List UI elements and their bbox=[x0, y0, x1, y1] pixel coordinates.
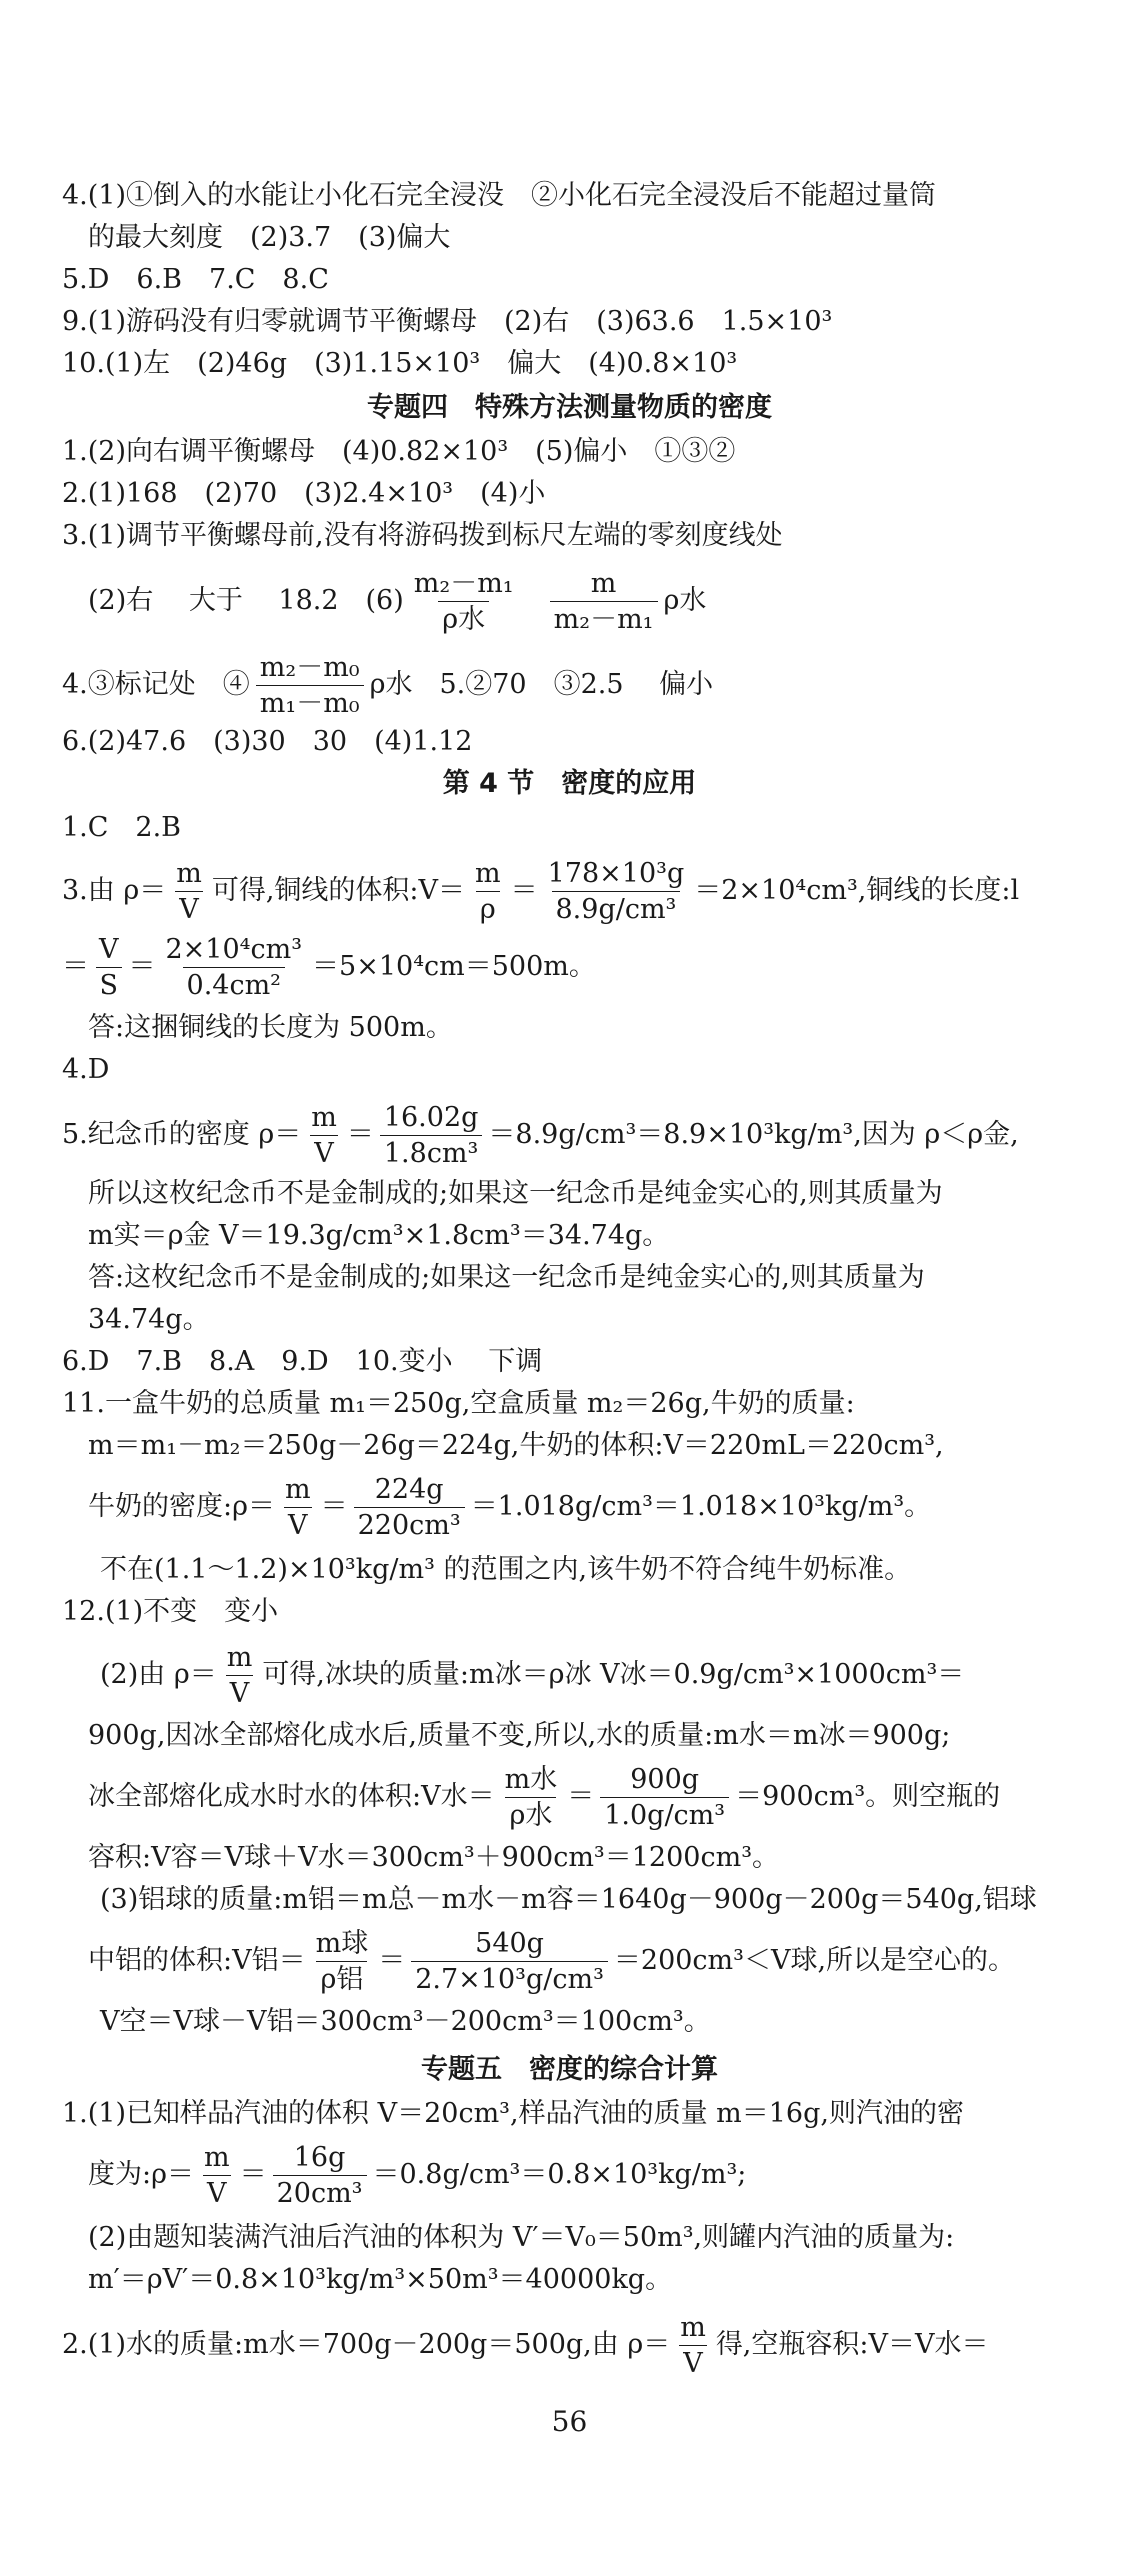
section-heading: 第 4 节 密度的应用 bbox=[442, 768, 697, 799]
text-line: m′＝ρV′＝0.8×10³kg/m³×50m³＝40000kg。 bbox=[88, 2264, 673, 2295]
text-line: 6.(2)47.6 (3)30 30 (4)1.12 bbox=[62, 726, 473, 757]
formula-line: 3.由 ρ＝ $\frac{m}{V}$ 可得,铜线的体积:V＝ $\frac{m}{\rho}$ ＝ $\frac{\text{178×10³g}}{\text{8.9g/cm³}}$ ＝2×10⁴cm³,铜线的长度:l bbox=[62, 858, 1020, 926]
formula-line: 度为:ρ＝ $\frac{m}{V}$ ＝ $\frac{16g}{\text{20cm³}}$ ＝0.8g/cm³＝0.8×10³kg/m³; bbox=[88, 2142, 747, 2210]
text-line: m实＝ρ金 V＝19.3g/cm³×1.8cm³＝34.74g。 bbox=[88, 1220, 670, 1251]
text-line: 5.D 6.B 7.C 8.C bbox=[62, 264, 329, 295]
fraction: $\frac{\text{178×10³g}}{\text{8.9g/cm³}}$ bbox=[547, 858, 685, 926]
text-line: 4.(1)①倒入的水能让小化石完全浸没 ②小化石完全浸没后不能超过量筒 bbox=[62, 180, 937, 211]
formula-line: 2.(1)水的质量:m水＝700g－200g＝500g,由 ρ＝ $\frac{m}{V}$ 得,空瓶容积:V＝V水＝ bbox=[62, 2312, 989, 2380]
text-line: 3.(1)调节平衡螺母前,没有将游码拨到标尺左端的零刻度线处 bbox=[62, 520, 783, 551]
text-line: 1.C 2.B bbox=[62, 812, 182, 843]
text-line: V空＝V球－V铝＝300cm³－200cm³＝100cm³。 bbox=[100, 2006, 711, 2037]
formula-line: (2)由 ρ＝ $\frac{m}{V}$ 可得,冰块的质量:m冰＝ρ冰 V冰＝0.9g/cm³×1000cm³＝ bbox=[100, 1642, 965, 1710]
text-line: 2.(1)168 (2)70 (3)2.4×10³ (4)小 bbox=[62, 478, 546, 509]
text-line: 答:这捆铜线的长度为 500m。 bbox=[88, 1012, 453, 1043]
text-line: 4.D bbox=[62, 1054, 110, 1085]
fraction: $\frac{900g}{\text{1.0g/cm³}}$ bbox=[600, 1764, 729, 1831]
text-line: 1.(2)向右调平衡螺母 (4)0.82×10³ (5)偏小 ①③② bbox=[62, 436, 736, 467]
text-line: 不在(1.1～1.2)×10³kg/m³ 的范围之内,该牛奶不符合纯牛奶标准。 bbox=[100, 1554, 912, 1585]
fraction: $\frac{m}{V}$ bbox=[284, 1474, 311, 1542]
fraction: $\frac{m}{V}$ bbox=[226, 1642, 253, 1710]
section-heading: 专题五 密度的综合计算 bbox=[421, 2054, 718, 2085]
text-line: 900g,因冰全部熔化成水后,质量不变,所以,水的质量:m水＝m冰＝900g; bbox=[88, 1720, 951, 1751]
fraction: m₂－m₁ ρ水 bbox=[413, 568, 514, 636]
fraction: $\frac{m}{V}$ bbox=[176, 858, 202, 926]
fraction: $\frac{224g}{\text{220cm³}}$ bbox=[354, 1474, 465, 1541]
text-line: 所以这枚纪念币不是金制成的;如果这一纪念币是纯金实心的,则其质量为 bbox=[88, 1178, 943, 1209]
formula-line: 4.③标记处 ④ $\frac{\text{m₂－m₀}}{\text{m₁－m₀}}$ ρ水 5.②70 ③2.5 偏小 bbox=[62, 652, 714, 720]
fraction: $\frac{V}{S}$ bbox=[95, 934, 123, 1001]
formula-line: 牛奶的密度:ρ＝ $\frac{m}{V}$ ＝ $\frac{224g}{\text{220cm³}}$ ＝1.018g/cm³＝1.018×10³kg/m³。 bbox=[88, 1474, 932, 1542]
text-line: 10.(1)左 (2)46g (3)1.15×10³ 偏大 (4)0.8×10³ bbox=[62, 348, 738, 379]
formula-line: (2)右 大于 18.2 (6) m₂－m₁ ρ水 $\frac{m}{\text{m₂－m₁}}$ ρ水 bbox=[88, 568, 707, 636]
text-line: 的最大刻度 (2)3.7 (3)偏大 bbox=[88, 222, 451, 253]
text-line: 11.一盒牛奶的总质量 m₁＝250g,空盒质量 m₂＝26g,牛奶的质量: bbox=[62, 1388, 855, 1419]
text-line: 9.(1)游码没有归零就调节平衡螺母 (2)右 (3)63.6 1.5×10³ bbox=[62, 306, 833, 337]
text-line: 12.(1)不变 变小 bbox=[62, 1596, 279, 1627]
text-line: 1.(1)已知样品汽油的体积 V＝20cm³,样品汽油的质量 m＝16g,则汽油的密 bbox=[62, 2098, 964, 2129]
text-line: 6.D 7.B 8.A 9.D 10.变小 下调 bbox=[62, 1346, 543, 1377]
fraction: m球 ρ铝 bbox=[315, 1928, 369, 1996]
text-line: (3)铝球的质量:m铝＝m总－m水－m容＝1640g－900g－200g＝540g,铝球 bbox=[100, 1884, 1037, 1915]
fraction: $\frac{16g}{\text{20cm³}}$ bbox=[273, 2142, 367, 2209]
fraction: $\frac{540g}{\text{2.7×10³g/cm³}}$ bbox=[411, 1928, 608, 1995]
fraction: $\frac{m}{V}$ bbox=[680, 2312, 706, 2380]
fraction: $\frac{m}{\text{m₂－m₁}}$ bbox=[550, 568, 658, 635]
formula-line: 冰全部熔化成水时水的体积:V水＝ m水 ρ水 ＝ $\frac{900g}{\text{1.0g/cm³}}$ ＝900cm³。则空瓶的 bbox=[88, 1764, 1001, 1832]
fraction: m水 ρ水 bbox=[504, 1764, 558, 1832]
text-line: (2)由题知装满汽油后汽油的体积为 V′＝V₀＝50m³,则罐内汽油的质量为: bbox=[88, 2222, 955, 2253]
fraction: $\frac{16.02g}{\text{1.8cm³}}$ bbox=[380, 1102, 483, 1169]
fraction: $\frac{m}{V}$ bbox=[203, 2142, 230, 2210]
formula-line: ＝ $\frac{V}{S}$ ＝ $\frac{\text{2×10⁴cm³}}{\text{0.4cm²}}$ ＝5×10⁴cm＝500m。 bbox=[62, 934, 596, 1002]
fraction: $\frac{m}{V}$ bbox=[311, 1102, 337, 1170]
formula-line: 5.纪念币的密度 ρ＝ $\frac{m}{V}$ ＝ $\frac{16.02g}{\text{1.8cm³}}$ ＝8.9g/cm³＝8.9×10³kg/m³,因为 ρ＜ρ金, bbox=[62, 1102, 1019, 1170]
text-line: m＝m₁－m₂＝250g－26g＝224g,牛奶的体积:V＝220mL＝220cm³, bbox=[88, 1430, 944, 1461]
formula-line: 中铝的体积:V铝＝ m球 ρ铝 ＝ $\frac{540g}{\text{2.7×10³g/cm³}}$ ＝200cm³＜V球,所以是空心的。 bbox=[88, 1928, 1016, 1996]
page-number: 56 bbox=[551, 2405, 588, 2438]
fraction: $\frac{\text{2×10⁴cm³}}{\text{0.4cm²}}$ bbox=[165, 934, 303, 1002]
text-line: 答:这枚纪念币不是金制成的;如果这一纪念币是纯金实心的,则其质量为 bbox=[88, 1262, 925, 1293]
fraction: $\frac{m}{\rho}$ bbox=[475, 858, 501, 926]
text-line: 34.74g。 bbox=[88, 1304, 210, 1335]
section-heading: 专题四 特殊方法测量物质的密度 bbox=[367, 392, 772, 423]
text-line: 容积:V容＝V球＋V水＝300cm³＋900cm³＝1200cm³。 bbox=[88, 1842, 780, 1873]
fraction: $\frac{\text{m₂－m₀}}{\text{m₁－m₀}}$ bbox=[256, 652, 364, 719]
